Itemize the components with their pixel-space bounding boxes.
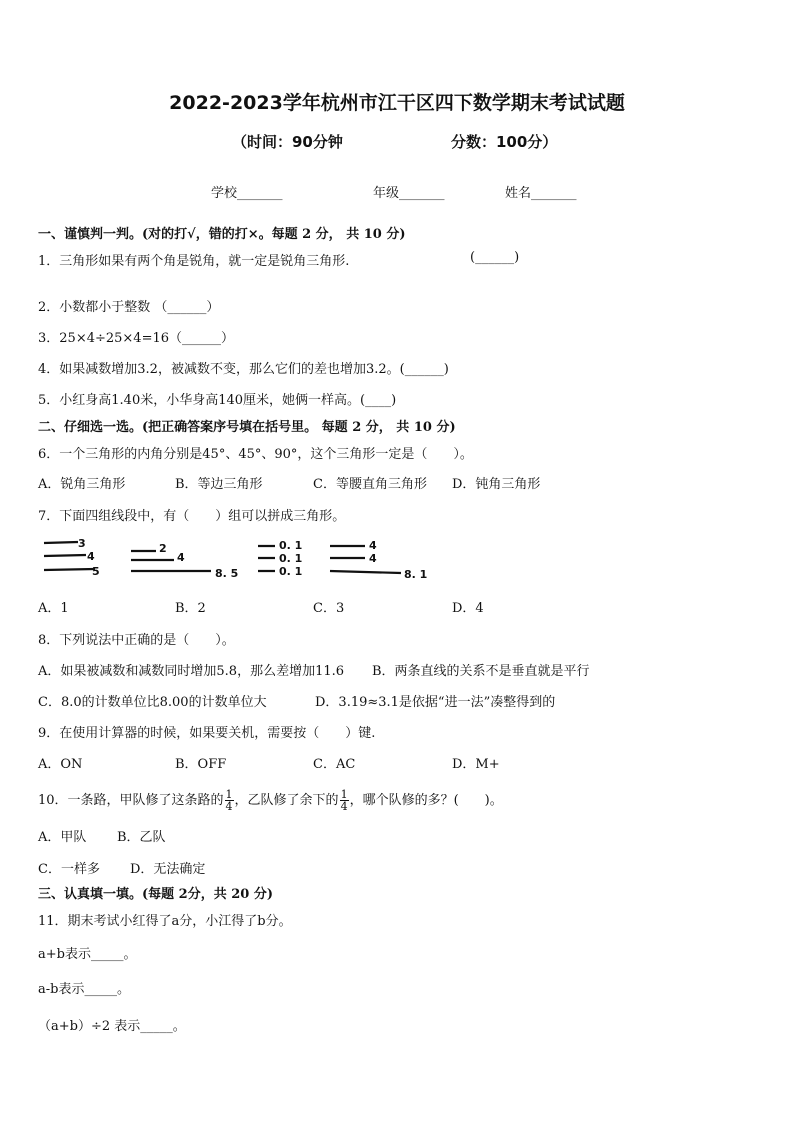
- question-7-figure: [38, 534, 438, 584]
- label-g2-1: 2: [159, 542, 167, 555]
- section-3-heading: 三、认真填一填。(每题 2分，共 20 分): [38, 887, 274, 902]
- question-11-part-3: （a+b）÷2 表示_____。: [38, 1019, 186, 1034]
- question-10-option-b: B．乙队: [117, 830, 166, 845]
- fraction-numerator: 1: [340, 788, 348, 801]
- label-g4-3: 8. 1: [404, 568, 428, 581]
- exam-score: 分数：100分）: [451, 133, 558, 151]
- question-3: 3．25×4÷25×4=16（______）: [38, 331, 235, 346]
- question-1: 1．三角形如果有两个角是锐角，就一定是锐角三角形.: [38, 254, 350, 269]
- question-10-text-c: ，哪个队修的多？( )。: [349, 793, 503, 808]
- question-11-part-1: a+b表示_____。: [38, 947, 137, 962]
- fraction-denominator: 4: [340, 800, 348, 813]
- segment-g1-2: [44, 555, 86, 556]
- question-6-option-b: B．等边三角形: [175, 477, 263, 492]
- question-6-option-c: C．等腰直角三角形: [313, 477, 427, 492]
- question-10-text-b: ，乙队修了余下的: [234, 793, 339, 808]
- grade-field: 年级_______: [373, 186, 445, 201]
- question-7: 7．下面四组线段中，有（ ）组可以拼成三角形。: [38, 509, 346, 524]
- question-8-option-a: A．如果被减数和减数同时增加5.8，那么差增加11.6: [38, 664, 345, 679]
- label-g4-1: 4: [369, 539, 377, 552]
- question-7-option-d: D．4: [452, 601, 484, 616]
- question-9-option-a: A．ON: [38, 757, 83, 772]
- segment-g1-1: [44, 542, 78, 543]
- question-6-option-d: D．钝角三角形: [452, 477, 541, 492]
- question-9: 9．在使用计算器的时候，如果要关机，需要按（ ）键.: [38, 726, 376, 741]
- page-title: 2022-2023学年杭州市江干区四下数学期末考试试题: [169, 92, 625, 114]
- question-6-option-a: A．锐角三角形: [38, 477, 126, 492]
- question-10-text-a: 10．一条路，甲队修了这条路的: [38, 793, 224, 808]
- question-7-option-b: B．2: [175, 601, 206, 616]
- question-7-option-a: A．1: [38, 601, 69, 616]
- label-g1-1: 3: [78, 537, 86, 550]
- label-g3-3: 0. 1: [279, 565, 303, 578]
- question-5: 5．小红身高1.40米，小华身高140厘米，她俩一样高。(____): [38, 393, 397, 408]
- segment-g4-3: [330, 571, 401, 573]
- section-1-heading: 一、谨慎判一判。(对的打√，错的打×。每题 2 分， 共 10 分): [38, 227, 406, 242]
- question-6: 6．一个三角形的内角分别是45°、45°、90°，这个三角形一定是（ ）。: [38, 447, 473, 462]
- question-2: 2．小数都小于整数 （______）: [38, 300, 220, 315]
- question-10-option-c: C．一样多: [38, 862, 100, 877]
- question-11: 11．期末考试小红得了a分，小江得了b分。: [38, 914, 292, 929]
- question-8-option-c: C．8.0的计数单位比8.00的计数单位大: [38, 695, 267, 710]
- question-9-option-c: C．AC: [313, 757, 356, 772]
- question-10-option-d: D．无法确定: [130, 862, 206, 877]
- section-2-heading: 二、仔细选一选。(把正确答案序号填在括号里。 每题 2 分， 共 10 分): [38, 420, 456, 435]
- segment-g1-3: [44, 569, 95, 570]
- name-field: 姓名_______: [505, 186, 577, 201]
- fraction-one-quarter-2: [340, 789, 349, 812]
- question-10-option-a: A．甲队: [38, 830, 87, 845]
- label-g2-3: 8. 5: [215, 567, 239, 580]
- question-8-option-b: B．两条直线的关系不是垂直就是平行: [372, 664, 590, 679]
- school-field: 学校_______: [211, 186, 283, 201]
- label-g1-2: 4: [87, 550, 95, 563]
- question-11-part-2: a-b表示_____。: [38, 982, 130, 997]
- label-g3-1: 0. 1: [279, 539, 303, 552]
- label-g1-3: 5: [92, 565, 100, 578]
- question-8-option-d: D．3.19≈3.1是依据“进一法”凑整得到的: [315, 695, 556, 710]
- question-1-blank: (______): [470, 250, 520, 265]
- question-9-option-b: B．OFF: [175, 757, 227, 772]
- label-g3-2: 0. 1: [279, 552, 303, 565]
- fraction-one-quarter-1: [225, 789, 234, 812]
- question-4: 4．如果减数增加3.2，被减数不变，那么它们的差也增加3.2。(______): [38, 362, 449, 377]
- label-g2-2: 4: [177, 551, 185, 564]
- label-g4-2: 4: [369, 552, 377, 565]
- fraction-denominator: 4: [225, 800, 233, 813]
- question-8: 8．下列说法中正确的是（ ）。: [38, 633, 235, 648]
- question-7-option-c: C．3: [313, 601, 345, 616]
- question-9-option-d: D．M+: [452, 757, 500, 772]
- question-10: [38, 789, 503, 812]
- fraction-numerator: 1: [225, 788, 233, 801]
- exam-time: （时间：90分钟: [232, 133, 343, 151]
